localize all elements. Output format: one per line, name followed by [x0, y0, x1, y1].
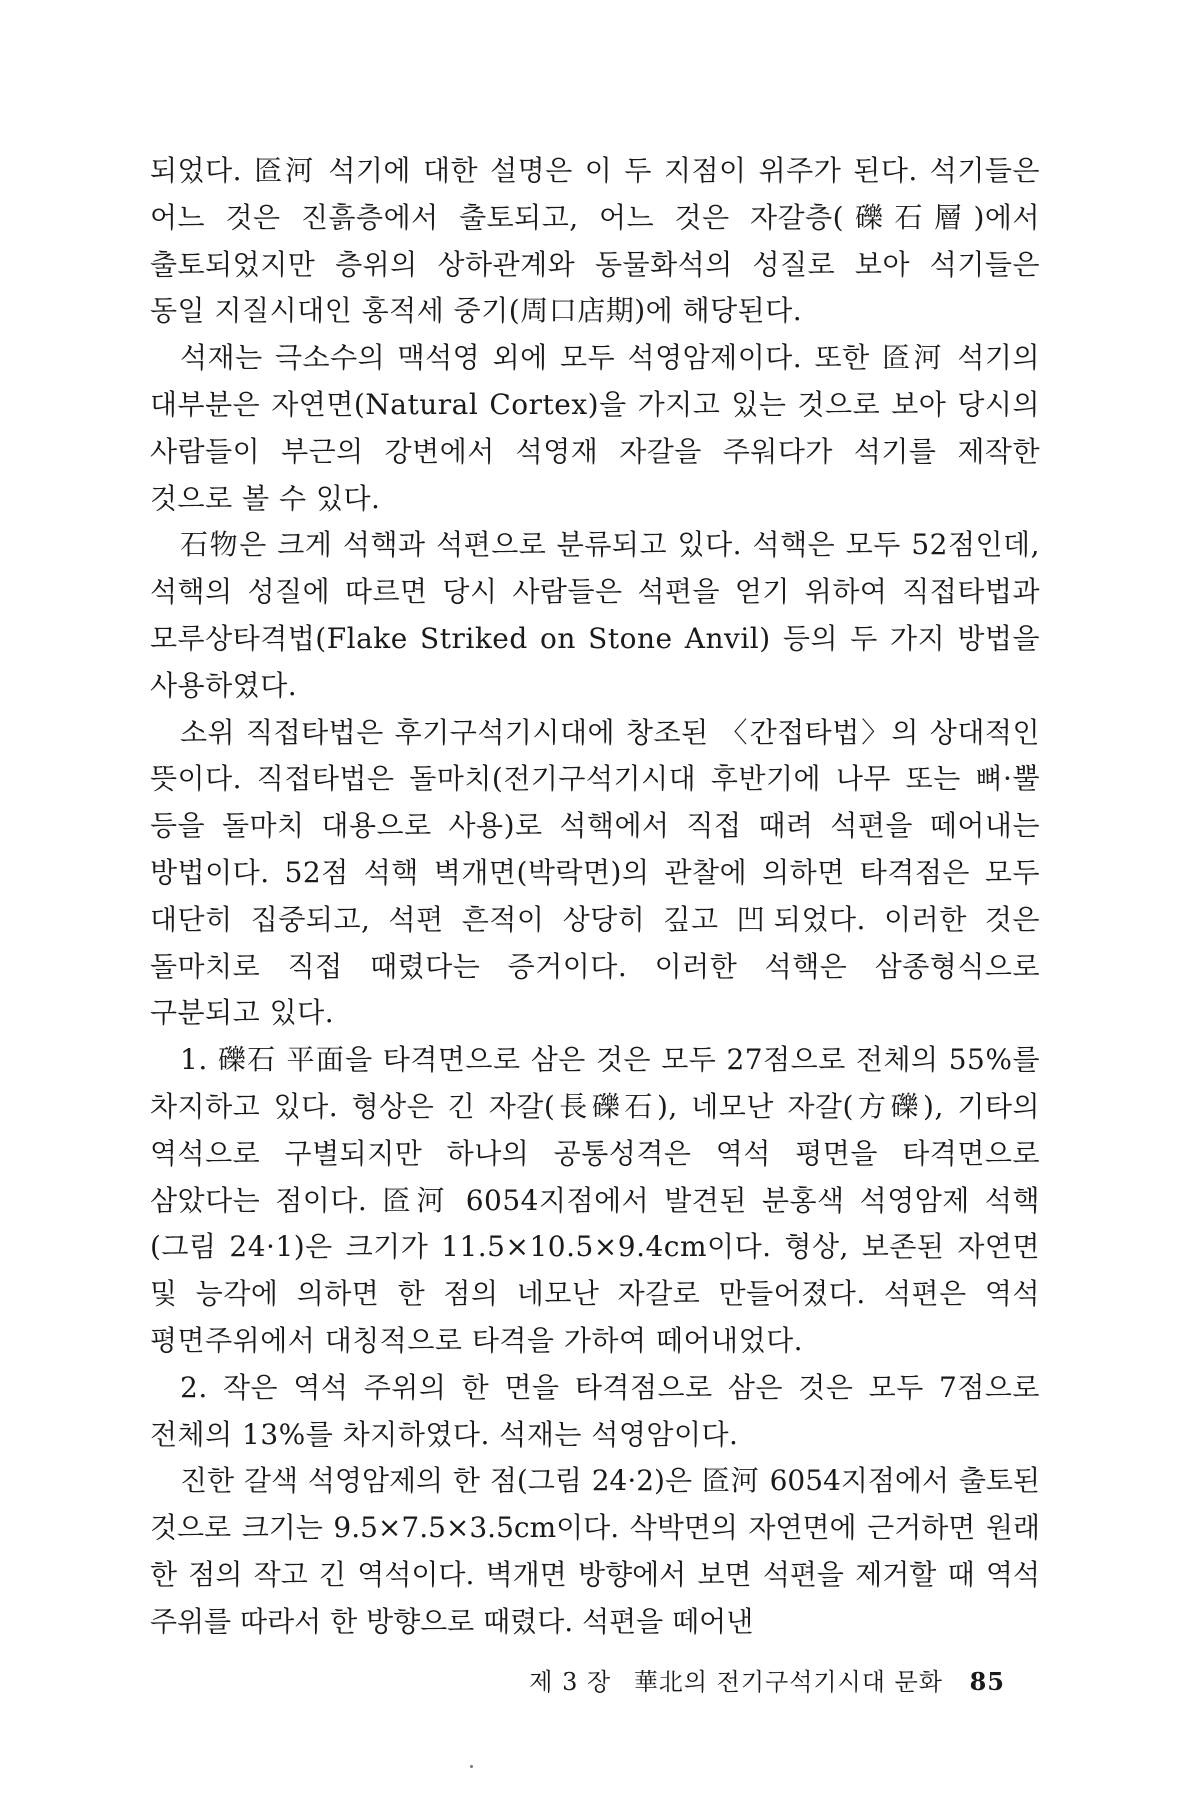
- body-text: [150, 148, 1040, 1646]
- paragraph-1: 되었다. 匼河 석기에 대한 설명은 이 두 지점이 위주가 된다. 석기들은 어느 것은 진흙층에서 출토되고, 어느 것은 자갈층(礫石層)에서 출토되었지만 층위의 상하관계와 동물화석의 성질로 보아 석기들은 동일 지질시대인 홍적세 중기(周口店期)에 해당된다.: [150, 154, 1040, 328]
- paragraph-4: 소위 직접타법은 후기구석기시대에 창조된 〈간접타법〉의 상대적인 뜻이다. 직접타법은 돌마치(전기구석기시대 후반기에 나무 또는 뼈·뿔 등을 돌마치 대용으로 사용)로 석핵에서 직접 때려 석편을 떼어내는 방법이다. 52점 석핵 벽개면(박락면)의 관찰에 의하면 타격점은 모두 대단히 집중되고, 석편 흔적이 상당히 깊고 凹되었다. 이러한 것은 돌마치로 직접 때렸다는 증거이다. 이러한 석핵은 삼종형식으로 구분되고 있다.: [150, 715, 1040, 1030]
- paragraph-6: 2. 작은 역석 주위의 한 면을 타격점으로 삼은 것은 모두 7점으로 전체의 13%를 차지하였다. 석재는 석영암이다.: [150, 1370, 1040, 1451]
- footer-title: 華北의 전기구석기시대 문화: [633, 1668, 943, 1696]
- page-footer: [150, 1662, 1005, 1697]
- paragraph-7: 진한 갈색 석영암제의 한 점(그림 24·2)은 匼河 6054지점에서 출토된 것으로 크기는 9.5×7.5×3.5cm이다. 삭박면의 자연면에 근거하면 원래 한 점의 작고 긴 역석이다. 벽개면 방향에서 보면 석편을 제거할 때 역석 주위를 따라서 한 방향으로 때렸다. 석편을 떼어낸: [150, 1464, 1040, 1638]
- paragraph-3: 石物은 크게 석핵과 석편으로 분류되고 있다. 석핵은 모두 52점인데, 석핵의 성질에 따르면 당시 사람들은 석편을 얻기 위하여 직접타법과 모루상타격법(Flake Striked on Stone Anvil) 등의 두 가지 방법을 사용하였다.: [150, 528, 1040, 702]
- footer-chapter: 제 3 장: [529, 1668, 612, 1696]
- page-number: 85: [969, 1667, 1005, 1696]
- scan-speck: [470, 1765, 473, 1768]
- paragraph-5: 1. 礫石 平面을 타격면으로 삼은 것은 모두 27점으로 전체의 55%를 차지하고 있다. 형상은 긴 자갈(長礫石), 네모난 자갈(方礫), 기타의 역석으로 구별되지만 하나의 공통성격은 역석 평면을 타격면으로 삼았다는 점이다. 匼河 6054지점에서 발견된 분홍색 석영암제 석핵(그림 24·1)은 크기가 11.5×10.5×9.4cm이다. 형상, 보존된 자연면 및 능각에 의하면 한 점의 네모난 자갈로 만들어졌다. 석편은 역석 평면주위에서 대칭적으로 타격을 가하여 떼어내었다.: [150, 1043, 1040, 1357]
- paragraph-2: 석재는 극소수의 맥석영 외에 모두 석영암제이다. 또한 匼河 석기의 대부분은 자연면(Natural Cortex)을 가지고 있는 것으로 보아 당시의 사람들이 부근의 강변에서 석영재 자갈을 주워다가 석기를 제작한 것으로 볼 수 있다.: [150, 341, 1040, 515]
